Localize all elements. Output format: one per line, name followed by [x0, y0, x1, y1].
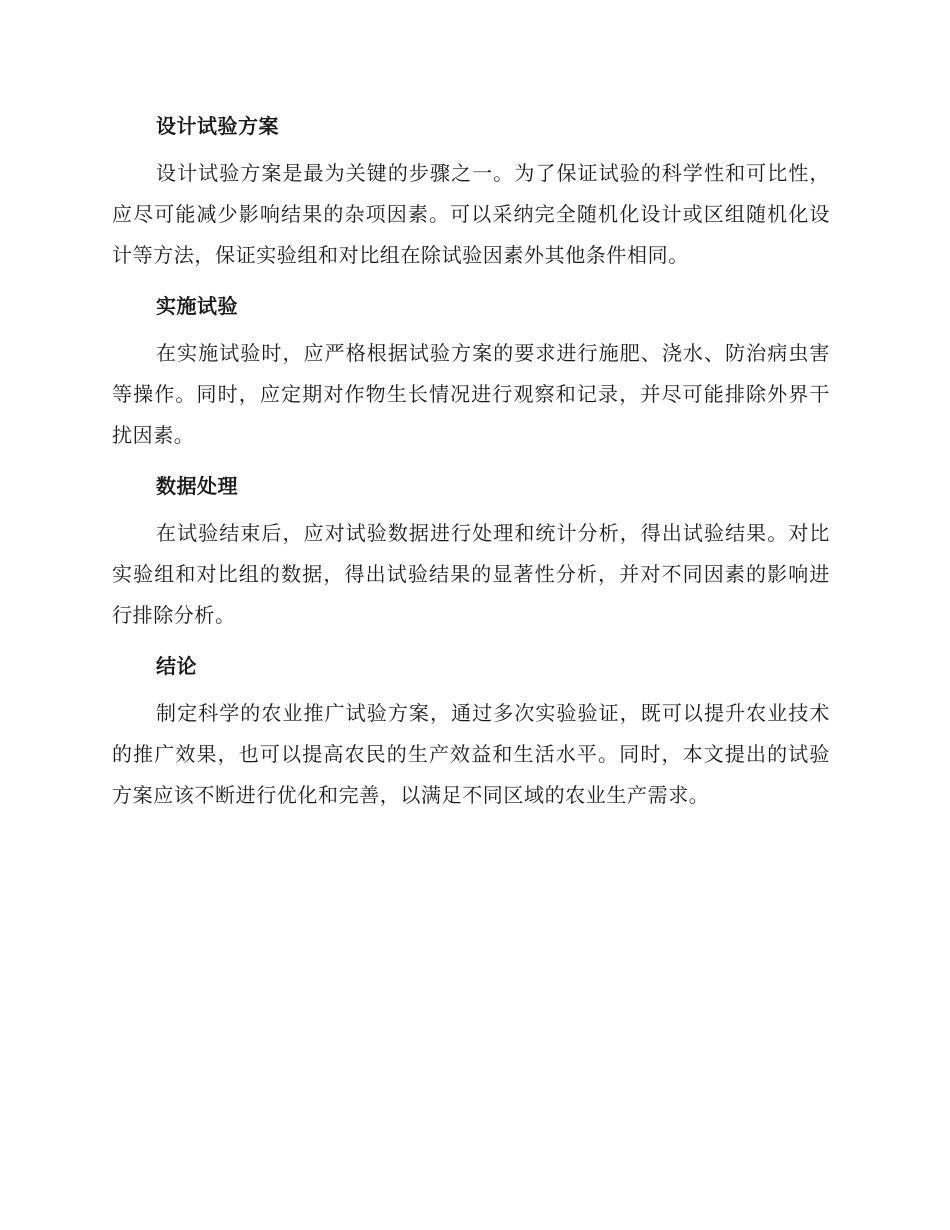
section-paragraph: 在实施试验时，应严格根据试验方案的要求进行施肥、浇水、防治病虫害等操作。同时，应定期对作物生长情况进行观察和记录，并尽可能排除外界干扰因素。: [112, 341, 830, 447]
document-body: [112, 104, 830, 824]
section-data-processing: [112, 464, 830, 636]
section-heading: 设计试验方案: [156, 114, 279, 138]
section-design-plan: [112, 104, 830, 276]
section-paragraph: 在试验结束后，应对试验数据进行处理和统计分析，得出试验结果。对比实验组和对比组的数据，得出试验结果的显著性分析，并对不同因素的影响进行排除分析。: [112, 521, 830, 627]
section-heading: 实施试验: [156, 294, 238, 318]
section-heading: 数据处理: [156, 474, 238, 498]
section-heading: 结论: [156, 654, 197, 678]
section-paragraph: 设计试验方案是最为关键的步骤之一。为了保证试验的科学性和可比性，应尽可能减少影响结果的杂项因素。可以采纳完全随机化设计或区组随机化设计等方法，保证实验组和对比组在除试验因素外其他条件相同。: [112, 161, 830, 267]
section-paragraph: 制定科学的农业推广试验方案，通过多次实验验证，既可以提升农业技术的推广效果，也可以提高农民的生产效益和生活水平。同时，本文提出的试验方案应该不断进行优化和完善，以满足不同区域的农业生产需求。: [112, 701, 830, 807]
section-conclusion: [112, 644, 830, 816]
section-implementation: [112, 284, 830, 456]
